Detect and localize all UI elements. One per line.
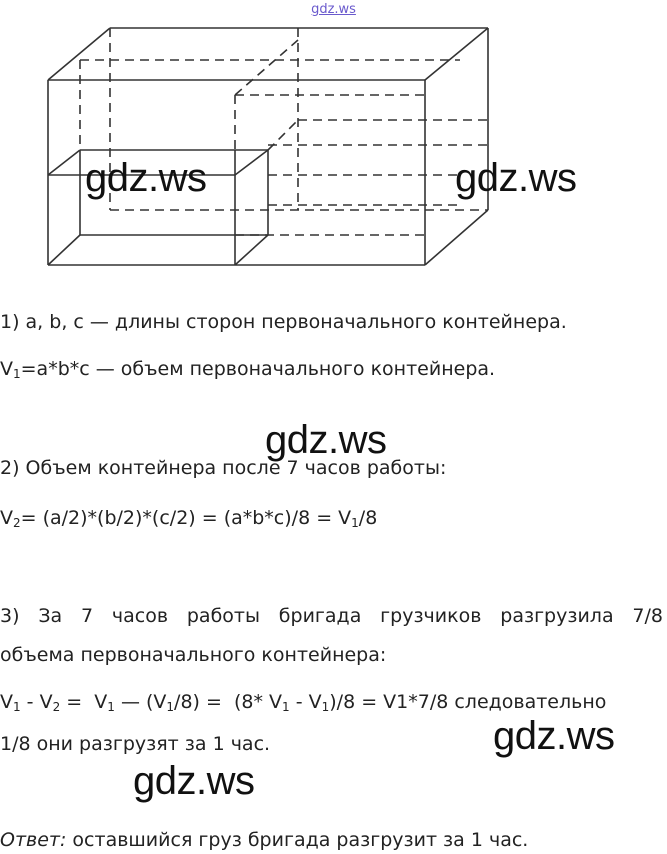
step3-equation-line: $V_1 - V_2 = V_1$ — $(V_1/8) = (8*$ $V_1 - V_1)/8 = V1*7/8$ следовательно	[0, 691, 607, 714]
step1-sides-line: 1) a, b, c — длины сторон первоначального контейнера.	[0, 311, 567, 333]
step3-conclusion-line: 1/8 они разгрузят за 1 час.	[0, 733, 271, 755]
site-watermark: gdz.ws	[85, 156, 207, 200]
answer-line	[0, 828, 528, 854]
site-watermark-top: gdz.ws	[311, 2, 356, 17]
answer-label: Ответ:	[0, 829, 67, 851]
step2-heading-line: 2) Объем контейнера после 7 часов работы:	[0, 457, 447, 479]
answer-text: оставшийся груз бригада разгрузит за 1 час.	[66, 829, 529, 851]
step3-line1: 3) За 7 часов работы бригада грузчиков разгрузила 7/8	[0, 605, 663, 627]
container-diagram	[40, 20, 500, 280]
site-watermark: gdz.ws	[493, 714, 615, 758]
site-watermark: gdz.ws	[265, 418, 387, 462]
site-watermark: gdz.ws	[455, 156, 577, 200]
step1-volume-line: $V_1=a*b*c$ — объем первоначального контейнера.	[0, 358, 496, 381]
step2-formula-line: $V_2= (a/2)*(b/2)*(c/2) = (a*b*c)/8 = V_1/8$	[0, 507, 378, 530]
step3-line2: объема первоначального контейнера:	[0, 644, 387, 666]
site-watermark: gdz.ws	[133, 759, 255, 803]
step3-paragraph	[0, 597, 663, 635]
